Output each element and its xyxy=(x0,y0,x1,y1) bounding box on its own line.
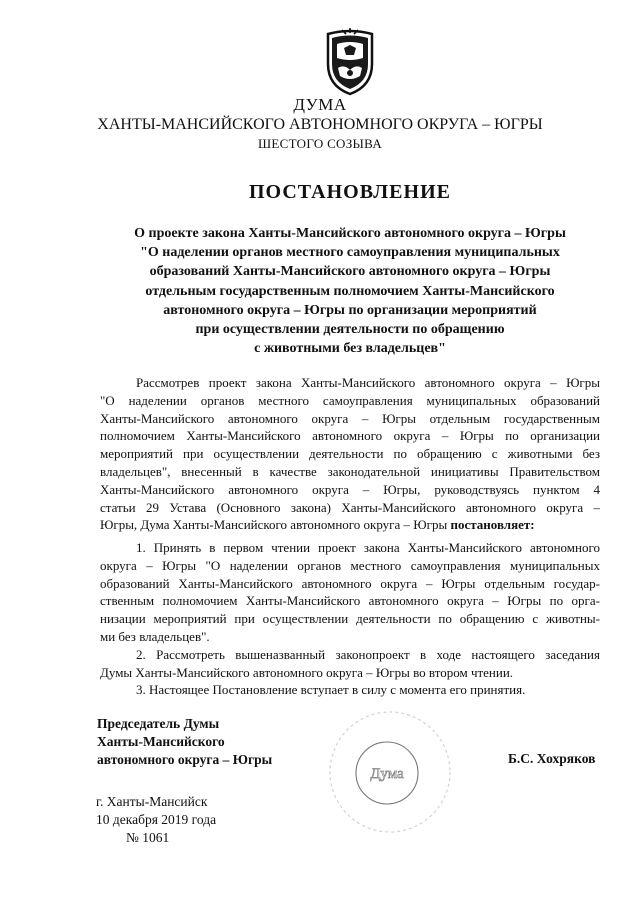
date-text: 10 декабря 2019 года xyxy=(96,812,217,827)
subject-line: автономного округа – Югры по организации мероприятий xyxy=(163,302,537,318)
item-line: ственным полномочием Ханты-Мансийского автономного округа – Югры по орга- xyxy=(100,593,600,609)
preamble-line: Ханты-Мансийского автономного округа – Югры отдельным государственным xyxy=(100,410,600,426)
preamble-line: Рассмотрев проект закона Ханты-Мансийского автономного округа – Югры xyxy=(136,375,600,390)
item-line: округа – Югры "О наделении органов местного самоуправления муниципальных xyxy=(100,557,600,573)
item-line: ми без владельцев". xyxy=(100,628,210,644)
item-line: образований Ханты-Мансийского автономного округа – Югры отдельным государ- xyxy=(100,575,600,591)
preamble-line: мероприятий при осуществлении деятельности по обращению с животными без xyxy=(100,446,600,462)
signatory-title-line: Председатель Думы xyxy=(97,716,220,731)
document-type-title: ПОСТАНОВЛЕНИЕ xyxy=(249,181,451,203)
document-subject xyxy=(90,224,610,358)
preamble-last-line xyxy=(100,516,600,534)
place-text: г. Ханты-Мансийск xyxy=(96,794,208,809)
convocation-line: ШЕСТОГО СОЗЫВА xyxy=(257,136,383,151)
org-name-line2: ХАНТЫ-МАНСИЙСКОГО АВТОНОМНОГО ОКРУГА – ЮГРЫ xyxy=(97,116,543,133)
subject-line: "О наделении органов местного самоуправления муниципальных xyxy=(140,245,560,261)
preamble-line: "О наделении органов местного самоуправления муниципальных образований xyxy=(100,392,600,408)
subject-line: О проекте закона Ханты-Мансийского автономного округа – Югры xyxy=(134,226,566,241)
item-line: низации мероприятий при осуществлении деятельности по обращению с животны- xyxy=(100,611,600,627)
preamble-line: Ханты-Мансийского автономного округа – Югры, руководствуясь пунктом 4 xyxy=(100,481,600,497)
preamble-line-text: Югры, Дума Ханты-Мансийского автономного округа – Югры xyxy=(100,517,451,533)
signatory-title xyxy=(97,715,272,769)
subject-line: с животными без владельцев" xyxy=(254,341,446,357)
item-line: Думы Ханты-Мансийского автономного округа – Югры во втором чтении. xyxy=(100,664,514,680)
subject-line: при осуществлении деятельности по обращению xyxy=(195,322,505,338)
preamble-line: статьи 29 Устава (Основного закона) Ханты-Мансийского автономного округа – xyxy=(100,499,600,515)
subject-line: отдельным государственным полномочием Ханты-Мансийского xyxy=(145,283,555,299)
official-seal xyxy=(325,707,455,837)
document-number: № 1061 xyxy=(126,830,170,845)
document-place-date xyxy=(96,793,216,847)
signatory-name: Б.С. Хохряков xyxy=(508,751,596,766)
signatory-title-line: Ханты-Мансийского xyxy=(97,734,225,749)
signatory-title-line: автономного округа – Югры xyxy=(97,752,273,767)
resolve-word: постановляет: xyxy=(450,517,535,533)
item-line: 3. Настоящее Постановление вступает в силу с момента его принятия. xyxy=(136,682,526,698)
subject-line: образований Ханты-Мансийского автономного округа – Югры xyxy=(149,264,551,280)
coat-of-arms-emblem xyxy=(322,28,378,96)
preamble-line: полномочием Ханты-Мансийского автономного округа – Югры по организации xyxy=(100,428,600,444)
item-line: 1. Принять в первом чтении проект закона Ханты-Мансийского автономного xyxy=(136,540,600,555)
resolution-items xyxy=(100,539,600,699)
preamble-line: владельцев", внесенный в качестве законодательной инициативы Правительством xyxy=(100,463,600,479)
item-line: 2. Рассмотреть вышеназванный законопроект в ходе настоящего заседания xyxy=(136,646,600,662)
org-name-line1: ДУМА xyxy=(293,95,347,114)
preamble-paragraph xyxy=(100,374,600,534)
stamp-text: Дума xyxy=(370,766,404,782)
